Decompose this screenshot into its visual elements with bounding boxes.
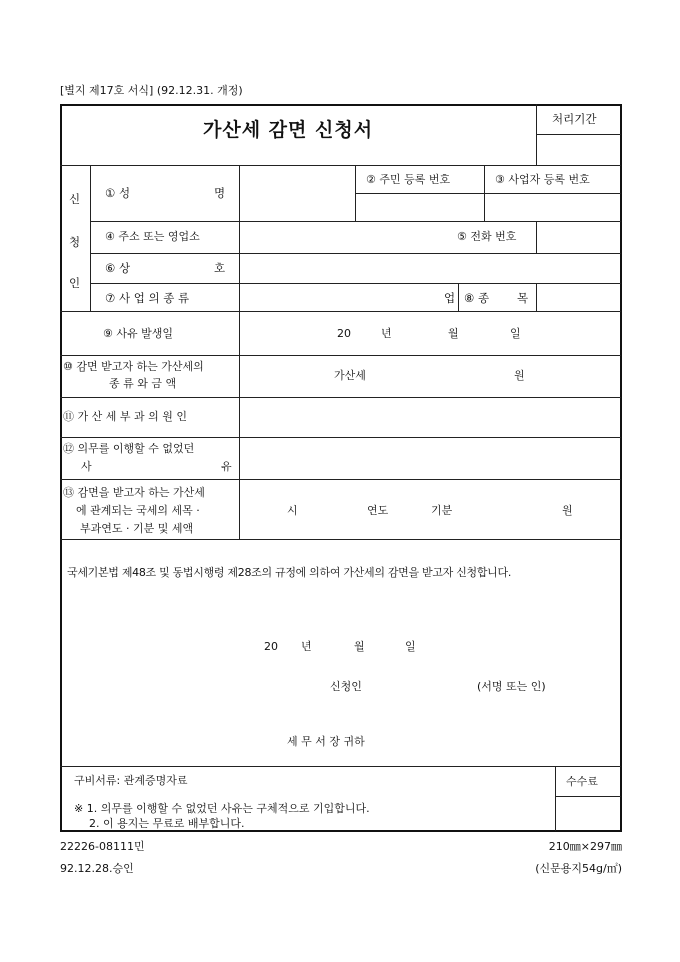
application-statement: 국세기본법 제48조 및 동법시행령 제28조의 규정에 의하여 가산세의 감면을 받고자 신청합니다.: [67, 566, 512, 579]
penalty-cause-label: ⑪ 가 산 세 부 과 의 원 인: [63, 410, 187, 423]
paper-type: (신문용지54g/㎡): [535, 862, 622, 875]
name-field[interactable]: [241, 167, 354, 220]
business-type-label: ⑦ 사 업 의 종 류: [105, 291, 190, 305]
related-year: 연도: [367, 504, 389, 517]
required-documents-label: 구비서류: 관계증명자료: [74, 774, 188, 787]
applicant-label: 신청인: [330, 680, 362, 693]
item-field[interactable]: [538, 285, 619, 310]
form-header-note: [별지 제17호 서식] (92.12.31. 개정): [60, 84, 243, 97]
phone-field[interactable]: [538, 223, 619, 252]
sign-date-year-unit: 년: [301, 640, 312, 653]
reason-label-2b: 유: [221, 460, 232, 473]
related-won-unit: 원: [562, 504, 573, 517]
note-1: ※ 1. 의무를 이행할 수 없었던 사유는 구체적으로 기입합니다.: [74, 802, 370, 815]
related-tax-label-1: ⑬ 감면을 받고자 하는 가산세: [63, 486, 205, 499]
related-tax-label-3: 부과연도 · 기분 및 세액: [80, 522, 194, 535]
occurrence-date-label: ⑨ 사유 발생일: [103, 327, 173, 340]
name-label-suffix: 명: [214, 186, 226, 200]
trade-name-field[interactable]: [241, 255, 619, 282]
frame-top: [60, 104, 622, 106]
sign-date-year[interactable]: 20: [264, 640, 278, 653]
penalty-won-unit: 원: [514, 369, 525, 382]
occurrence-day-unit: 일: [510, 327, 521, 340]
phone-label: ⑤ 전화 번호: [457, 230, 517, 243]
related-period: 기분: [431, 504, 453, 517]
fee-field[interactable]: [557, 798, 619, 829]
business-reg-no-label: ③ 사업자 등록 번호: [495, 173, 590, 186]
related-tax-label-2: 에 관계되는 국세의 세목 ·: [76, 504, 200, 517]
applicant-group-char1: 신: [69, 192, 81, 206]
trade-name-label-suffix: 호: [214, 261, 226, 275]
frame-right: [620, 104, 622, 832]
item-label-suffix: 목: [517, 291, 529, 305]
item-label: ⑧ 종: [464, 291, 490, 305]
reason-label-1: ⑫ 의무를 이행할 수 없었던: [63, 442, 195, 455]
address-label: ④ 주소 또는 영업소: [105, 230, 200, 243]
occurrence-year-unit: 년: [381, 327, 392, 340]
form-number: 22226-08111민: [60, 840, 145, 853]
sign-date-day-unit: 일: [405, 640, 416, 653]
addressee: 세 무 서 장 귀하: [287, 735, 365, 748]
applicant-group-char3: 인: [69, 276, 81, 290]
business-type-field[interactable]: [241, 285, 436, 310]
applicant-group-char2: 청: [69, 235, 81, 249]
note-2: 2. 이 용지는 무료로 배부합니다.: [89, 817, 245, 830]
business-reg-no-field[interactable]: [486, 195, 619, 220]
signature-label: (서명 또는 인): [477, 680, 546, 693]
paper-size: 210㎜×297㎜: [548, 840, 622, 853]
trade-name-label: ⑥ 상: [105, 261, 131, 275]
penalty-cause-field[interactable]: [241, 399, 619, 436]
reason-label-2a: 사: [81, 460, 92, 473]
name-label: ① 성: [105, 186, 131, 200]
related-si: 시: [287, 504, 298, 517]
form-title: 가산세 감면 신청서: [203, 119, 374, 141]
business-type-unit: 업: [444, 291, 456, 305]
occurrence-year[interactable]: 20: [337, 327, 351, 340]
address-field[interactable]: [241, 223, 456, 252]
frame-left: [60, 104, 62, 832]
resident-no-field[interactable]: [357, 195, 483, 220]
sign-date-month-unit: 월: [354, 640, 365, 653]
resident-no-label: ② 주민 등록 번호: [366, 173, 451, 186]
penalty-tax-label: 가산세: [334, 369, 366, 382]
approval-date: 92.12.28.승인: [60, 862, 134, 875]
penalty-kind-label-2: 종 류 와 금 액: [109, 377, 177, 390]
processing-period-label: 처리기간: [552, 112, 597, 126]
reason-field[interactable]: [241, 439, 619, 478]
applicant-name-field[interactable]: [370, 674, 470, 696]
fee-label: 수수료: [566, 775, 598, 788]
occurrence-month-unit: 월: [448, 327, 459, 340]
penalty-kind-label-1: ⑩ 감면 받고자 하는 가산세의: [63, 360, 204, 373]
